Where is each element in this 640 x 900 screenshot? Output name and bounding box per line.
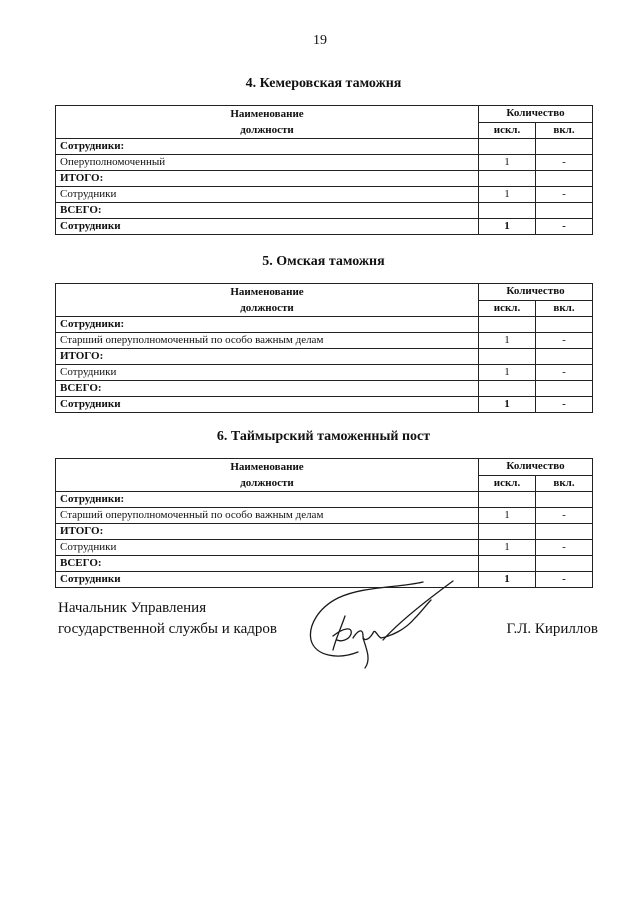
table-row <box>56 492 593 508</box>
included-count-cell <box>536 492 593 508</box>
table-row <box>56 139 593 155</box>
column-header-position-line1: Наименование <box>230 461 304 473</box>
column-header-position <box>56 106 479 139</box>
table-row <box>56 333 593 349</box>
staff-table <box>55 458 593 588</box>
table-header-row <box>56 459 593 476</box>
column-header-excluded: искл. <box>479 300 536 317</box>
excluded-count-cell <box>479 203 536 219</box>
excluded-count-cell: 1 <box>479 572 536 588</box>
position-name-cell: Сотрудники <box>56 540 479 556</box>
included-count-cell: - <box>536 572 593 588</box>
position-name-cell: Старший оперуполномоченный по особо важным делам <box>56 508 479 524</box>
included-count-cell <box>536 524 593 540</box>
included-count-cell: - <box>536 155 593 171</box>
staff-table <box>55 105 593 235</box>
excluded-count-cell <box>479 349 536 365</box>
column-header-position <box>56 284 479 317</box>
section-title: 4. Кемеровская таможня <box>245 76 402 91</box>
included-count-cell <box>536 381 593 397</box>
excluded-count-cell <box>479 171 536 187</box>
column-header-position-line2: должности <box>240 477 294 489</box>
position-name-cell: ВСЕГО: <box>56 556 479 572</box>
position-name-cell: Сотрудники <box>56 365 479 381</box>
position-name-cell: Сотрудники <box>56 187 479 203</box>
signer-position-line2: государственной службы и кадров <box>58 621 277 637</box>
column-header-position-line2: должности <box>240 302 294 314</box>
table-row <box>56 155 593 171</box>
column-header-position-line1: Наименование <box>230 108 304 120</box>
included-count-cell <box>536 139 593 155</box>
section-taimyr <box>55 427 592 588</box>
position-name-cell: Сотрудники: <box>56 317 479 333</box>
included-count-cell: - <box>536 219 593 235</box>
position-name-cell: ИТОГО: <box>56 349 479 365</box>
position-name-cell: Сотрудники <box>56 219 479 235</box>
included-count-cell: - <box>536 508 593 524</box>
position-name-cell: Старший оперуполномоченный по особо важным делам <box>56 333 479 349</box>
included-count-cell <box>536 203 593 219</box>
position-name-cell: Оперуполномоченный <box>56 155 479 171</box>
table-header-row <box>56 284 593 301</box>
table-row <box>56 524 593 540</box>
section-title: 6. Таймырский таможенный пост <box>216 429 431 444</box>
excluded-count-cell: 1 <box>479 219 536 235</box>
column-header-included: вкл. <box>536 475 593 492</box>
table-row <box>56 349 593 365</box>
signature-icon <box>303 578 473 673</box>
excluded-count-cell: 1 <box>479 397 536 413</box>
signature-block <box>58 598 598 678</box>
column-header-included: вкл. <box>536 300 593 317</box>
position-name-cell: ИТОГО: <box>56 524 479 540</box>
table-row <box>56 381 593 397</box>
column-header-position-line2: должности <box>240 124 294 136</box>
included-count-cell <box>536 556 593 572</box>
position-name-cell: ВСЕГО: <box>56 381 479 397</box>
signer-position <box>58 598 277 640</box>
table-row <box>56 317 593 333</box>
page-number: 19 <box>313 33 327 48</box>
section-title: 5. Омская таможня <box>262 254 385 269</box>
included-count-cell: - <box>536 540 593 556</box>
included-count-cell: - <box>536 187 593 203</box>
position-name-cell: Сотрудники: <box>56 139 479 155</box>
position-name-cell: ИТОГО: <box>56 171 479 187</box>
section-kemerovo <box>55 74 592 235</box>
excluded-count-cell <box>479 524 536 540</box>
staff-table <box>55 283 593 413</box>
table-row <box>56 397 593 413</box>
included-count-cell <box>536 317 593 333</box>
column-header-included: вкл. <box>536 122 593 139</box>
excluded-count-cell: 1 <box>479 540 536 556</box>
column-header-quantity: Количество <box>479 284 593 301</box>
position-name-cell: ВСЕГО: <box>56 203 479 219</box>
table-row <box>56 365 593 381</box>
excluded-count-cell: 1 <box>479 155 536 171</box>
table-row <box>56 219 593 235</box>
included-count-cell: - <box>536 397 593 413</box>
position-name-cell: Сотрудники: <box>56 492 479 508</box>
column-header-position <box>56 459 479 492</box>
included-count-cell: - <box>536 365 593 381</box>
position-name-cell: Сотрудники <box>56 397 479 413</box>
table-row <box>56 203 593 219</box>
table-row <box>56 187 593 203</box>
position-name-cell: Сотрудники <box>56 572 479 588</box>
included-count-cell <box>536 349 593 365</box>
table-row <box>56 540 593 556</box>
column-header-quantity: Количество <box>479 106 593 123</box>
excluded-count-cell <box>479 492 536 508</box>
table-row <box>56 508 593 524</box>
column-header-position-line1: Наименование <box>230 286 304 298</box>
excluded-count-cell <box>479 556 536 572</box>
included-count-cell: - <box>536 333 593 349</box>
column-header-quantity: Количество <box>479 459 593 476</box>
signer-position-line1: Начальник Управления <box>58 600 207 616</box>
column-header-excluded: искл. <box>479 122 536 139</box>
excluded-count-cell <box>479 381 536 397</box>
table-header-row <box>56 106 593 123</box>
table-row <box>56 556 593 572</box>
excluded-count-cell: 1 <box>479 187 536 203</box>
section-omsk <box>55 252 592 413</box>
included-count-cell <box>536 171 593 187</box>
excluded-count-cell: 1 <box>479 365 536 381</box>
excluded-count-cell <box>479 317 536 333</box>
excluded-count-cell <box>479 139 536 155</box>
column-header-excluded: искл. <box>479 475 536 492</box>
excluded-count-cell: 1 <box>479 508 536 524</box>
signer-name: Г.Л. Кириллов <box>506 621 598 637</box>
excluded-count-cell: 1 <box>479 333 536 349</box>
table-row <box>56 171 593 187</box>
